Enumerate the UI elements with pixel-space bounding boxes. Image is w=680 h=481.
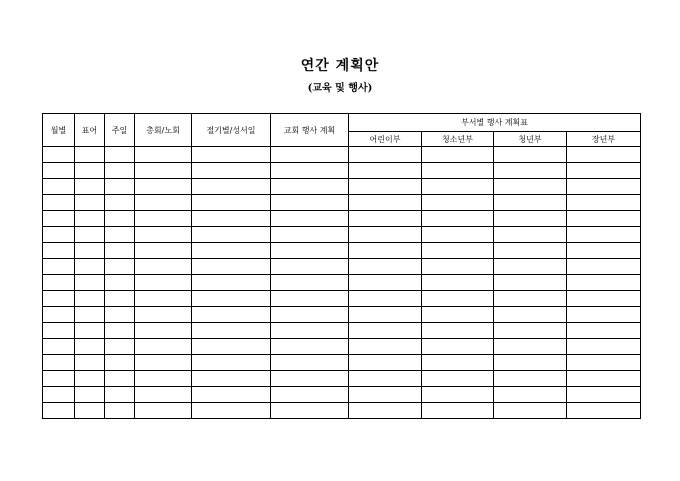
table-cell[interactable] [494, 323, 567, 339]
table-cell[interactable] [349, 179, 422, 195]
table-cell[interactable] [135, 259, 192, 275]
header-row-top [43, 114, 641, 132]
table-cell[interactable] [494, 147, 567, 163]
table-cell[interactable] [43, 323, 75, 339]
table-cell[interactable] [422, 339, 494, 355]
table-cell[interactable] [494, 227, 567, 243]
table-cell[interactable] [422, 147, 494, 163]
table-cell[interactable] [135, 211, 192, 227]
table-cell[interactable] [75, 371, 105, 387]
table-cell[interactable] [105, 387, 135, 403]
table-cell[interactable] [349, 211, 422, 227]
table-cell[interactable] [349, 323, 422, 339]
table-cell[interactable] [349, 307, 422, 323]
table-cell[interactable] [422, 323, 494, 339]
header-dept-group: 부서별 행사 계획표 [349, 114, 641, 132]
table-cell[interactable] [271, 147, 349, 163]
table-cell[interactable] [192, 163, 271, 179]
document-subtitle: (교육 및 행사) [307, 83, 373, 94]
table-cell[interactable] [135, 291, 192, 307]
table-body [43, 147, 641, 419]
table-cell[interactable] [43, 387, 75, 403]
table-cell[interactable] [75, 387, 105, 403]
table-cell[interactable] [135, 195, 192, 211]
table-cell[interactable] [135, 371, 192, 387]
table-cell[interactable] [43, 227, 75, 243]
table-cell[interactable] [567, 163, 641, 179]
table-cell[interactable] [494, 179, 567, 195]
table-cell[interactable] [105, 195, 135, 211]
table-cell[interactable] [105, 163, 135, 179]
table-cell[interactable] [349, 387, 422, 403]
table-cell[interactable] [494, 275, 567, 291]
table-cell[interactable] [271, 227, 349, 243]
table-row [43, 323, 641, 339]
table-cell[interactable] [422, 243, 494, 259]
table-cell[interactable] [192, 259, 271, 275]
table-cell[interactable] [494, 195, 567, 211]
table-cell[interactable] [135, 387, 192, 403]
table-cell[interactable] [192, 307, 271, 323]
table-cell[interactable] [192, 195, 271, 211]
table-cell[interactable] [422, 291, 494, 307]
table-cell[interactable] [75, 323, 105, 339]
table-cell[interactable] [43, 259, 75, 275]
table-cell[interactable] [349, 275, 422, 291]
table-cell[interactable] [135, 163, 192, 179]
table-row [43, 275, 641, 291]
table-cell[interactable] [422, 227, 494, 243]
table-cell[interactable] [75, 403, 105, 419]
table-cell[interactable] [105, 275, 135, 291]
table-cell[interactable] [135, 323, 192, 339]
table-cell[interactable] [349, 291, 422, 307]
header-dept-young-adult: 청년부 [494, 132, 567, 147]
table-cell[interactable] [75, 307, 105, 323]
table-cell[interactable] [567, 147, 641, 163]
table-cell[interactable] [567, 243, 641, 259]
header-dept-youth: 청소년부 [422, 132, 494, 147]
table-cell[interactable] [192, 387, 271, 403]
table-row [43, 371, 641, 387]
table-cell[interactable] [43, 195, 75, 211]
table-cell[interactable] [105, 211, 135, 227]
table-cell[interactable] [422, 355, 494, 371]
table-row [43, 355, 641, 371]
table-cell[interactable] [43, 211, 75, 227]
table-cell[interactable] [192, 371, 271, 387]
table-cell[interactable] [105, 371, 135, 387]
table-cell[interactable] [567, 275, 641, 291]
table-row [43, 307, 641, 323]
table-cell[interactable] [349, 371, 422, 387]
table-cell[interactable] [422, 211, 494, 227]
table-cell[interactable] [349, 243, 422, 259]
table-cell[interactable] [75, 147, 105, 163]
table-row [43, 387, 641, 403]
table-cell[interactable] [567, 227, 641, 243]
table-cell[interactable] [192, 211, 271, 227]
table-cell[interactable] [271, 323, 349, 339]
table-cell[interactable] [75, 243, 105, 259]
table-cell[interactable] [192, 355, 271, 371]
table-cell[interactable] [105, 403, 135, 419]
table-cell[interactable] [567, 387, 641, 403]
table-cell[interactable] [494, 243, 567, 259]
header-dept-children: 어린이부 [349, 132, 422, 147]
table-cell[interactable] [135, 403, 192, 419]
table-cell[interactable] [422, 195, 494, 211]
table-cell[interactable] [105, 323, 135, 339]
table-cell[interactable] [192, 403, 271, 419]
table-cell[interactable] [43, 355, 75, 371]
table-row [43, 243, 641, 259]
table-cell[interactable] [422, 275, 494, 291]
table-cell[interactable] [105, 355, 135, 371]
table-cell[interactable] [43, 371, 75, 387]
table-cell[interactable] [192, 339, 271, 355]
table-row [43, 163, 641, 179]
table-cell[interactable] [494, 291, 567, 307]
table-cell[interactable] [192, 179, 271, 195]
table-cell[interactable] [192, 227, 271, 243]
table-cell[interactable] [271, 275, 349, 291]
table-cell[interactable] [494, 211, 567, 227]
header-special-day: 절기별/성서일 [192, 114, 271, 147]
header-church-plan: 교회 행사 계획 [271, 114, 349, 147]
table-row [43, 339, 641, 355]
table-cell[interactable] [135, 243, 192, 259]
table-cell[interactable] [43, 403, 75, 419]
table-row [43, 147, 641, 163]
table-cell[interactable] [271, 259, 349, 275]
table-cell[interactable] [135, 147, 192, 163]
header-week: 주일 [105, 114, 135, 147]
table-cell[interactable] [494, 371, 567, 387]
table-cell[interactable] [567, 307, 641, 323]
table-cell[interactable] [43, 243, 75, 259]
table-cell[interactable] [271, 307, 349, 323]
table-cell[interactable] [135, 227, 192, 243]
table-cell[interactable] [75, 195, 105, 211]
table-cell[interactable] [192, 323, 271, 339]
table-cell[interactable] [494, 355, 567, 371]
table-cell[interactable] [349, 339, 422, 355]
table-cell[interactable] [567, 195, 641, 211]
table-cell[interactable] [567, 211, 641, 227]
table-cell[interactable] [349, 163, 422, 179]
table-cell[interactable] [271, 195, 349, 211]
table-cell[interactable] [43, 179, 75, 195]
table-cell[interactable] [43, 147, 75, 163]
table-cell[interactable] [494, 339, 567, 355]
table-cell[interactable] [422, 371, 494, 387]
table-cell[interactable] [422, 387, 494, 403]
table-row [43, 195, 641, 211]
table-cell[interactable] [422, 307, 494, 323]
table-cell[interactable] [43, 339, 75, 355]
table-cell[interactable] [422, 403, 494, 419]
document-title: 연간 계획안 [300, 58, 380, 74]
header-assembly: 총회/노회 [135, 114, 192, 147]
table-cell[interactable] [75, 355, 105, 371]
table-cell[interactable] [422, 259, 494, 275]
table-cell[interactable] [271, 243, 349, 259]
table-cell[interactable] [271, 339, 349, 355]
table-cell[interactable] [43, 163, 75, 179]
table-cell[interactable] [271, 355, 349, 371]
table-cell[interactable] [75, 291, 105, 307]
table-cell[interactable] [105, 179, 135, 195]
header-dept-adult: 장년부 [567, 132, 641, 147]
table-cell[interactable] [422, 179, 494, 195]
table-cell[interactable] [271, 387, 349, 403]
table-cell[interactable] [494, 403, 567, 419]
table-cell[interactable] [271, 371, 349, 387]
table-row [43, 227, 641, 243]
table-cell[interactable] [349, 195, 422, 211]
table-cell[interactable] [567, 179, 641, 195]
table-cell[interactable] [349, 355, 422, 371]
table-cell[interactable] [349, 259, 422, 275]
table-row [43, 259, 641, 275]
table-cell[interactable] [192, 275, 271, 291]
table-cell[interactable] [105, 147, 135, 163]
table-cell[interactable] [105, 259, 135, 275]
table-cell[interactable] [349, 147, 422, 163]
table-cell[interactable] [567, 339, 641, 355]
table-row [43, 291, 641, 307]
table-cell[interactable] [494, 259, 567, 275]
table-cell[interactable] [192, 243, 271, 259]
table-cell[interactable] [192, 147, 271, 163]
table-row [43, 179, 641, 195]
table-cell[interactable] [567, 371, 641, 387]
table-cell[interactable] [105, 307, 135, 323]
table-cell[interactable] [192, 291, 271, 307]
table-cell[interactable] [43, 291, 75, 307]
table-cell[interactable] [567, 259, 641, 275]
header-hymn: 표어 [75, 114, 105, 147]
table-cell[interactable] [567, 291, 641, 307]
table-cell[interactable] [271, 211, 349, 227]
table-cell[interactable] [271, 403, 349, 419]
table-cell[interactable] [135, 355, 192, 371]
table-cell[interactable] [75, 227, 105, 243]
annual-plan-table [42, 113, 641, 419]
table-cell[interactable] [135, 275, 192, 291]
table-cell[interactable] [105, 291, 135, 307]
header-month: 월별 [43, 114, 75, 147]
table-cell[interactable] [567, 323, 641, 339]
table-cell[interactable] [349, 403, 422, 419]
table-cell[interactable] [422, 163, 494, 179]
table-cell[interactable] [494, 307, 567, 323]
table-cell[interactable] [105, 243, 135, 259]
table-cell[interactable] [43, 307, 75, 323]
table-cell[interactable] [271, 291, 349, 307]
table-row [43, 211, 641, 227]
table-cell[interactable] [105, 339, 135, 355]
table-cell[interactable] [135, 339, 192, 355]
table-cell[interactable] [75, 259, 105, 275]
table-cell[interactable] [567, 355, 641, 371]
table-cell[interactable] [494, 163, 567, 179]
table-cell[interactable] [43, 275, 75, 291]
table-cell[interactable] [135, 307, 192, 323]
table-cell[interactable] [349, 227, 422, 243]
table-cell[interactable] [135, 179, 192, 195]
table-cell[interactable] [105, 227, 135, 243]
table-cell[interactable] [271, 163, 349, 179]
table-cell[interactable] [271, 179, 349, 195]
table-cell[interactable] [75, 339, 105, 355]
table-cell[interactable] [75, 275, 105, 291]
table-cell[interactable] [494, 387, 567, 403]
table-row [43, 403, 641, 419]
table-cell[interactable] [75, 211, 105, 227]
table-cell[interactable] [75, 163, 105, 179]
table-cell[interactable] [75, 179, 105, 195]
table-cell[interactable] [567, 403, 641, 419]
